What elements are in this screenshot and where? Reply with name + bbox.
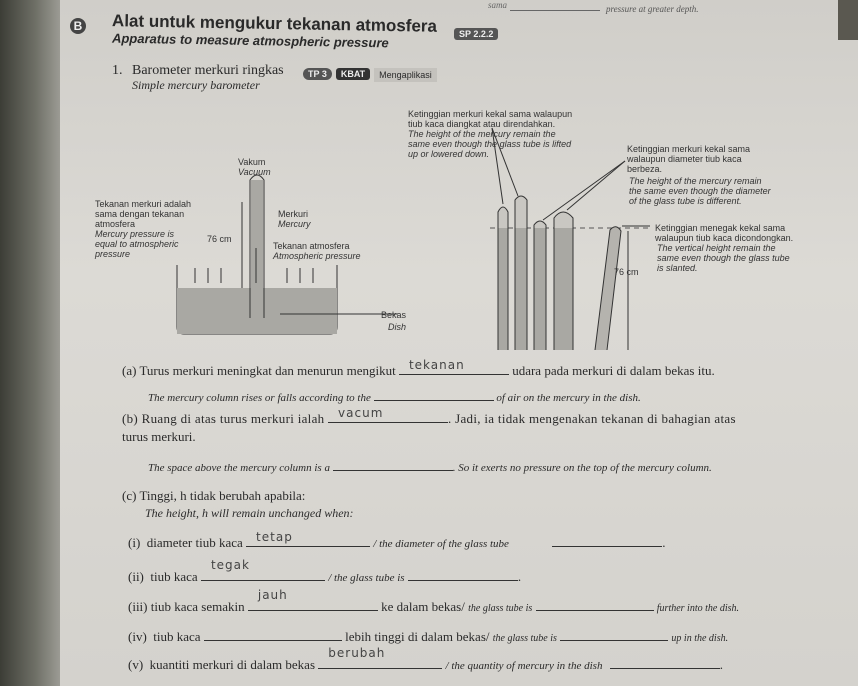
item-text-after: ke dalam bekas/ xyxy=(381,599,465,614)
barometer-diagram xyxy=(80,140,410,340)
item-en: / the glass tube is xyxy=(328,572,405,584)
answer-blank-c-i-en[interactable] xyxy=(552,532,662,547)
mercury-label-en: Mercury xyxy=(278,219,311,229)
q-b-en-after: . So it exerts no pressure on the top of the mercury column. xyxy=(452,462,712,474)
q-c-label: (c) xyxy=(122,488,137,503)
note3-en-3: is slanted. xyxy=(657,263,698,273)
top-fragment-left: sama xyxy=(488,0,508,10)
dish-label-ms: Bekas xyxy=(380,310,406,320)
q-c-item-v xyxy=(128,646,723,673)
answer-blank-a[interactable] xyxy=(399,360,509,375)
mercury-label-ms: Merkuri xyxy=(278,209,309,219)
diagram-shape xyxy=(567,161,625,210)
item-label: (iii) xyxy=(128,599,148,614)
q-c-item-ii xyxy=(128,558,522,585)
pressure-eq-en-1: Mercury pressure is xyxy=(95,229,175,239)
q-a-text-after: udara pada merkuri di dalam bekas itu. xyxy=(512,363,715,378)
diagram-shape xyxy=(595,227,621,350)
tubes xyxy=(498,196,621,350)
answer-blank-c-ii-en[interactable] xyxy=(408,566,518,581)
section-title-en: Apparatus to measure atmospheric pressure xyxy=(111,30,389,51)
q-b-text-after: . Jadi, ia tidak mengenakan tekanan di bahagian atas xyxy=(448,411,736,426)
answer-blank-c-iii[interactable] xyxy=(248,588,378,611)
handwritten-answer: tekanan xyxy=(408,358,465,372)
dish-label-en: Dish xyxy=(387,322,406,332)
item-label: (iv) xyxy=(128,629,147,644)
note1-en-2: same even though the glass tube is lifted xyxy=(408,139,572,149)
note3-ms-1: Ketinggian menegak kekal sama xyxy=(655,223,786,233)
item-end: . xyxy=(517,569,522,584)
item1-title-ms: Barometer merkuri ringkas xyxy=(132,63,284,78)
vacuum-label-ms: Vakum xyxy=(238,157,266,167)
pressure-eq-en-2: equal to atmospheric xyxy=(95,239,179,249)
height-label-2: 76 cm xyxy=(614,267,639,277)
q-b-line2: turus merkuri. xyxy=(122,429,196,444)
item-label: (v) xyxy=(128,657,144,672)
note2-en-3: of the glass tube is different. xyxy=(629,196,742,206)
item-label: (i) xyxy=(128,535,141,550)
kbat-badge: KBAT xyxy=(336,68,370,80)
note2-ms-2: walaupun diameter tiub kaca xyxy=(627,154,742,164)
skill-label: Mengaplikasi xyxy=(374,68,437,82)
item-text: diameter tiub kaca xyxy=(146,535,243,550)
item1-number: 1. xyxy=(112,63,123,78)
question-b-ms xyxy=(122,408,736,427)
note2-en-2: the same even though the diameter xyxy=(629,186,771,196)
item-en: the glass tube is xyxy=(468,603,533,614)
item-text: tiub kaca xyxy=(150,569,198,584)
item-en: / the quantity of mercury in the dish xyxy=(445,660,603,672)
pressure-eq-ms-1: Tekanan merkuri adalah xyxy=(95,199,192,209)
item-text: kuantiti merkuri di dalam bekas xyxy=(149,657,316,672)
pressure-eq-ms-2: sama dengan tekanan xyxy=(95,209,185,219)
handwritten-answer: tegak xyxy=(210,558,250,572)
q-b-en-before: The space above the mercury column is a xyxy=(148,462,330,474)
q-c-item-i xyxy=(128,532,665,551)
item-text-after: lebih tinggi di dalam bekas/ xyxy=(345,629,490,644)
diagram-shape xyxy=(535,228,546,350)
item1-badges xyxy=(303,65,437,83)
item-label: (ii) xyxy=(128,569,144,584)
answer-blank-c-i[interactable] xyxy=(246,532,370,547)
item-end: up in the dish. xyxy=(671,633,729,644)
handwritten-answer: tetap xyxy=(256,530,293,544)
note3-en-2: same even though the glass tube xyxy=(657,253,790,263)
handwritten-answer: jauh xyxy=(257,588,288,602)
tp-badge: TP 3 xyxy=(303,68,332,80)
section-title-ms: Alat untuk mengukur tekanan atmosfera xyxy=(111,11,438,36)
answer-blank-c-iv[interactable] xyxy=(204,626,342,641)
q-a-en-after: of air on the mercury in the dish. xyxy=(496,392,641,404)
question-a-en xyxy=(148,386,641,404)
atm-label-ms: Tekanan atmosfera xyxy=(273,241,350,251)
mercury-column xyxy=(251,180,263,318)
section-letter: B xyxy=(70,18,86,34)
pressure-eq-en-3: pressure xyxy=(95,249,131,259)
diagram-shape xyxy=(555,228,573,350)
item-en: / the diameter of the glass tube xyxy=(373,538,509,550)
note3-ms-2: walaupun tiub kaca dicondongkan. xyxy=(655,233,794,243)
note2-en-1: The height of the mercury remain xyxy=(629,176,762,186)
note3-en-1: The vertical height remain the xyxy=(657,243,776,253)
item-end: . xyxy=(719,657,723,672)
q-c-en: The height, h will remain unchanged when: xyxy=(145,506,354,520)
q-a-label: (a) xyxy=(122,363,137,378)
answer-blank-c-v[interactable] xyxy=(318,646,442,669)
q-c-item-iv xyxy=(128,626,728,645)
note1-en-1: The height of the mercury remain the xyxy=(408,129,556,139)
note1-ms-2: tiub kaca diangkat atau direndahkan. xyxy=(408,119,556,129)
item-end: . xyxy=(662,535,666,550)
answer-blank-c-v-en[interactable] xyxy=(610,654,720,669)
diagram-shape xyxy=(499,228,508,350)
note1-en-3: up or lowered down. xyxy=(408,149,490,159)
sp-badge-label: SP 2.2.2 xyxy=(454,28,498,40)
q-c-item-iii xyxy=(128,588,740,615)
note2-ms-1: Ketinggian merkuri kekal sama xyxy=(627,144,751,154)
q-a-en-before: The mercury column rises or falls according to the xyxy=(148,392,371,404)
answer-blank-c-ii[interactable] xyxy=(201,558,325,581)
top-blank xyxy=(510,10,600,11)
photo-background-right xyxy=(838,0,858,40)
answer-blank-b-en[interactable] xyxy=(333,456,453,471)
item-end: further into the dish. xyxy=(656,603,740,614)
q-a-text-before: Turus merkuri meningkat dan menurun mengikut xyxy=(139,363,396,378)
q-c-text: Tinggi, h tidak berubah apabila: xyxy=(139,488,306,503)
answer-blank-c-iv-en[interactable] xyxy=(560,626,668,641)
top-fragment-right: pressure at greater depth. xyxy=(606,4,699,14)
handwritten-answer: berubah xyxy=(328,646,386,660)
note2-ms-3: berbeza. xyxy=(627,164,663,174)
item-text: tiub kaca xyxy=(153,629,201,644)
pressure-eq-ms-3: atmosfera xyxy=(95,219,136,229)
diagram-shape xyxy=(543,161,625,220)
height-label: 76 cm xyxy=(207,234,232,244)
question-b-en xyxy=(148,456,712,474)
diagram-shape xyxy=(516,228,527,350)
answer-blank-b[interactable] xyxy=(328,408,448,423)
note1-ms-1: Ketinggian merkuri kekal sama walaupun xyxy=(408,109,573,119)
vacuum-label-en: Vacuum xyxy=(238,167,271,177)
atm-label-en: Atmospheric pressure xyxy=(273,251,361,261)
question-a-ms xyxy=(122,360,715,379)
item-text: tiub kaca semakin xyxy=(150,599,245,614)
q-b-text-before: Ruang di atas turus merkuri ialah xyxy=(141,411,325,426)
q-b-label: (b) xyxy=(122,411,139,426)
item-en: the glass tube is xyxy=(492,633,557,644)
answer-blank-c-iii-en[interactable] xyxy=(536,596,654,611)
sp-badge xyxy=(454,25,498,43)
answer-blank-a-en[interactable] xyxy=(374,386,494,401)
question-c-ms xyxy=(122,488,305,504)
handwritten-answer: vacum xyxy=(338,406,384,420)
item1-title-en: Simple mercury barometer xyxy=(132,78,260,92)
tubes-diagram xyxy=(400,100,830,350)
